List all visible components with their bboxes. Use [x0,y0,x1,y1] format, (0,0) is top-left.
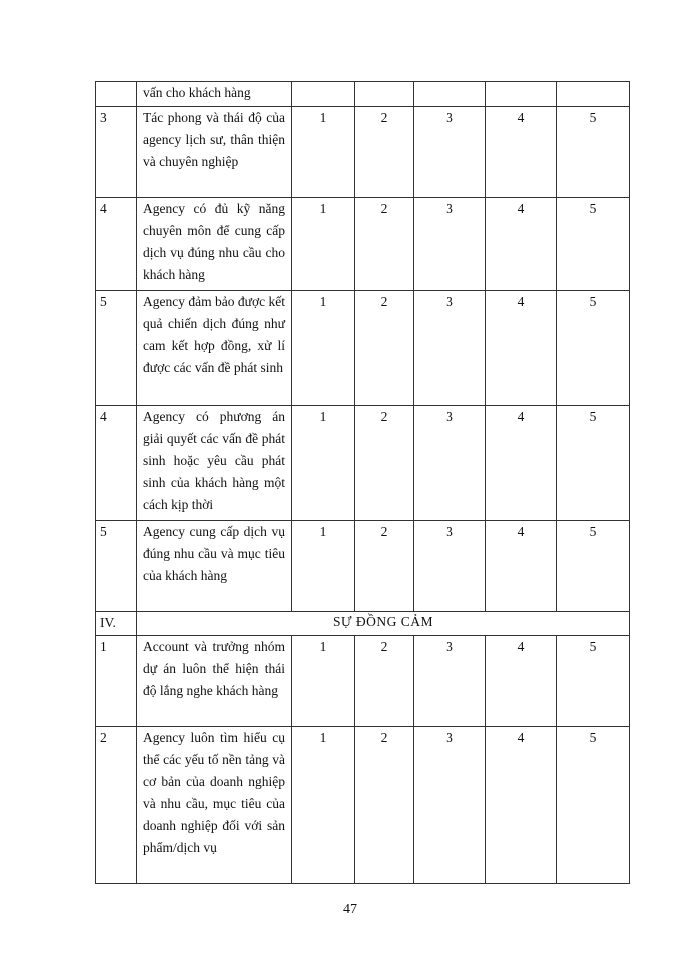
score-5 [557,82,630,107]
score-5: 5 [557,521,630,612]
row-description: Agency đảm bảo được kết quả chiến dịch đúng như cam kết hợp đồng, xử lí được các vấn đề phát sinh [137,291,292,406]
score-5: 5 [557,198,630,291]
score-3: 3 [414,107,486,198]
score-4: 4 [486,406,557,521]
table-row [96,291,630,406]
score-3: 3 [414,291,486,406]
score-2 [355,82,414,107]
row-description: Account và trưởng nhóm dự án luôn thể hiện thái độ lắng nghe khách hàng [137,636,292,727]
table-row [96,406,630,521]
row-description: Agency cung cấp dịch vụ đúng nhu cầu và mục tiêu của khách hàng [137,521,292,612]
table-row [96,198,630,291]
row-number: 3 [96,107,137,198]
score-2: 2 [355,406,414,521]
score-4 [486,82,557,107]
score-1: 1 [292,107,355,198]
row-number: 4 [96,406,137,521]
row-description: Tác phong và thái độ của agency lịch sư, thân thiện và chuyên nghiệp [137,107,292,198]
score-2: 2 [355,521,414,612]
score-3: 3 [414,727,486,884]
row-description: Agency có đủ kỹ năng chuyên môn để cung cấp dịch vụ đúng nhu cầu cho khách hàng [137,198,292,291]
score-3: 3 [414,406,486,521]
row-number: 2 [96,727,137,884]
score-5: 5 [557,291,630,406]
section-number: IV. [96,612,137,636]
score-1: 1 [292,198,355,291]
score-1: 1 [292,636,355,727]
score-1: 1 [292,291,355,406]
score-2: 2 [355,107,414,198]
section-header-row [96,612,630,636]
table-row [96,727,630,884]
score-4: 4 [486,291,557,406]
score-3: 3 [414,521,486,612]
row-number: 1 [96,636,137,727]
row-number: 5 [96,521,137,612]
section-title: SỰ ĐỒNG CẢM [137,612,630,636]
score-4: 4 [486,198,557,291]
row-number [96,82,137,107]
score-2: 2 [355,198,414,291]
score-3: 3 [414,636,486,727]
table-row [96,636,630,727]
score-3 [414,82,486,107]
table-row [96,107,630,198]
score-3: 3 [414,198,486,291]
table-row [96,521,630,612]
score-4: 4 [486,727,557,884]
score-4: 4 [486,107,557,198]
score-4: 4 [486,636,557,727]
score-2: 2 [355,727,414,884]
score-5: 5 [557,107,630,198]
score-1: 1 [292,406,355,521]
row-description: Agency có phương án giải quyết các vấn đề phát sinh hoặc yêu cầu phát sinh của khách hàng một cách kịp thời [137,406,292,521]
score-4: 4 [486,521,557,612]
score-5: 5 [557,406,630,521]
table-row [96,82,630,107]
score-1: 1 [292,521,355,612]
row-description: vấn cho khách hàng [137,82,292,107]
page-number: 47 [343,902,357,917]
score-1: 1 [292,727,355,884]
score-1 [292,82,355,107]
row-number: 4 [96,198,137,291]
score-5: 5 [557,727,630,884]
score-2: 2 [355,291,414,406]
row-number: 5 [96,291,137,406]
score-5: 5 [557,636,630,727]
score-2: 2 [355,636,414,727]
survey-table [95,81,630,884]
row-description: Agency luôn tìm hiểu cụ thể các yếu tố nền tảng và cơ bản của doanh nghiệp và nhu cầu, mục tiêu của doanh nghiệp đối với sản phẩm/dịch vụ [137,727,292,884]
